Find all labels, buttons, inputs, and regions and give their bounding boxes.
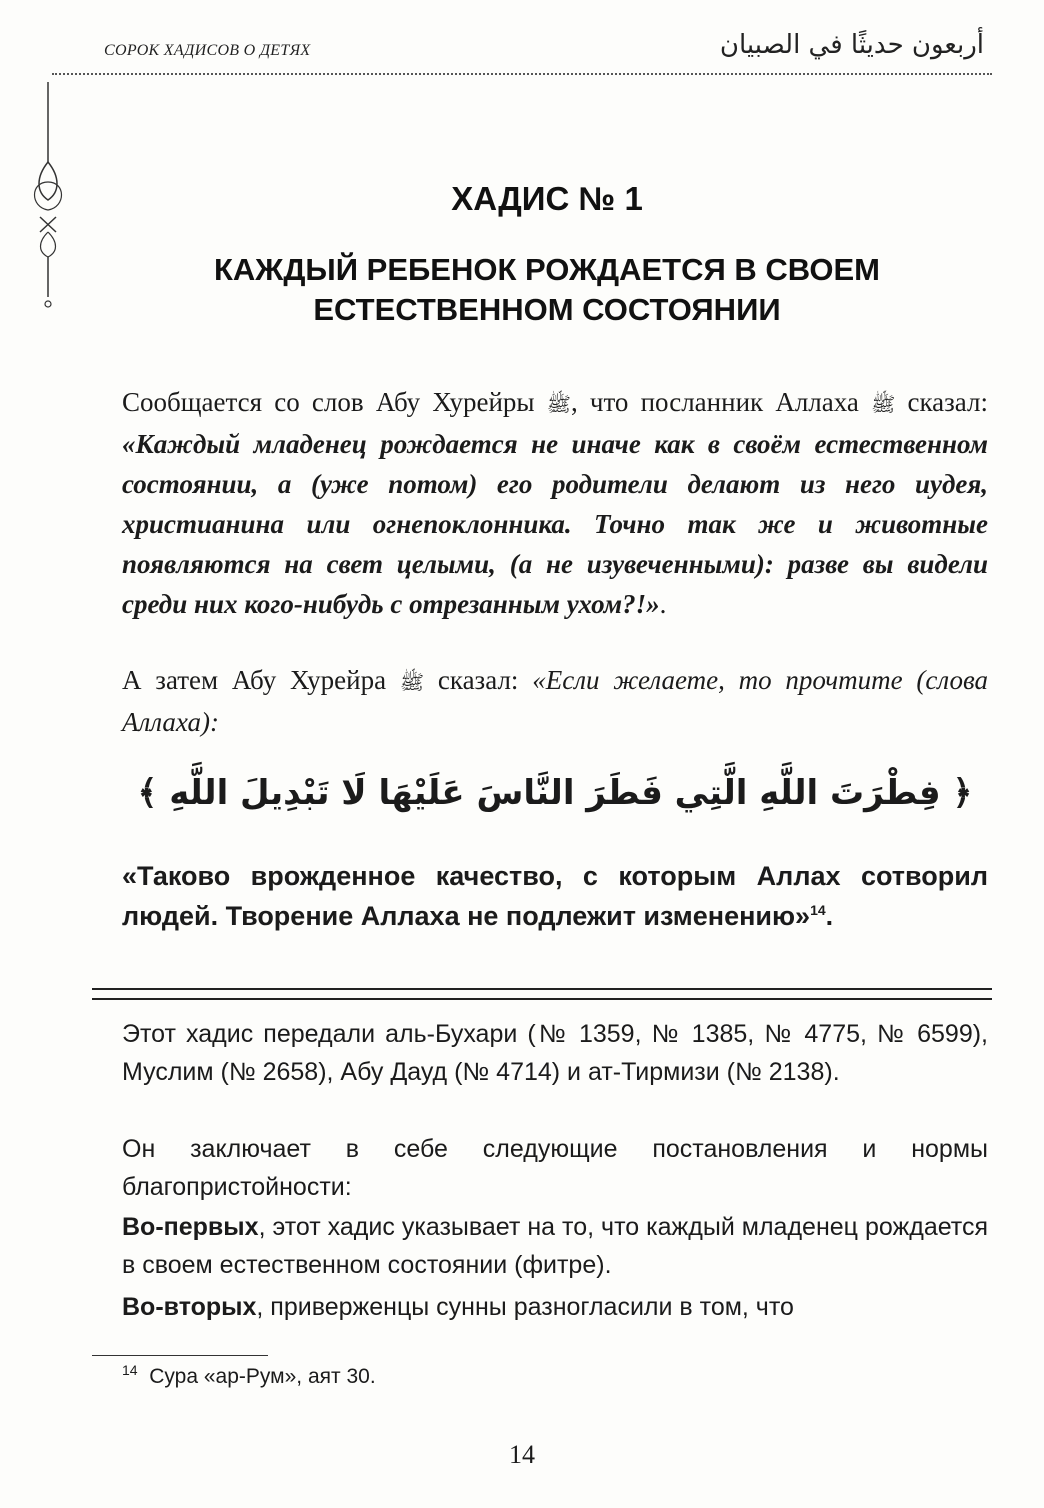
text-segment: , приверженцы сунны разногласили в том, что: [256, 1293, 794, 1321]
hadith-quote: «Каждый младенец рождается не иначе как в своём естественном состоянии, а (уже потом) его родители делают из него иудея, христианина или огнепоклонника. Точно так же и животные появляются на свет целыми, (а не изувеченными): разве вы видели среди них кого-нибудь с отрезанным ухом?!»: [122, 429, 988, 619]
footnote: [122, 1362, 376, 1389]
double-divider: [92, 988, 992, 1000]
footnote-ref: 14: [810, 902, 826, 918]
text-segment: , что посланник Аллаха: [570, 387, 872, 417]
footnote-number: 14: [122, 1362, 138, 1378]
running-header-left: СОРОК ХАДИСОВ О ДЕТЯХ: [104, 42, 311, 59]
body-paragraph-3: [122, 1208, 988, 1284]
body-paragraph-2: Он заключает в себе следующие постановления и нормы благопристойности:: [122, 1135, 988, 1201]
honorific-icon: ﷺ: [399, 670, 425, 694]
arabic-verse: ﴿ فِطْرَتَ اللَّهِ الَّتِي فَطَرَ النَّاسَ عَلَيْهَا لَا تَبْدِيلَ اللَّهِ ﴾: [137, 773, 973, 813]
body-paragraph-1: Этот хадис передали аль-Бухари (№ 1359, № 1385, № 4775, № 6599), Муслим (№ 2658), Абу Дауд (№ 4714) и ат-Тирмизи (№ 2138).: [122, 1020, 988, 1086]
footnote-rule: [92, 1355, 268, 1356]
hadith-heading: КАЖДЫЙ РЕБЕНОК РОЖДАЕТСЯ В СВОЕМ ЕСТЕСТВЕННОМ СОСТОЯНИИ: [214, 252, 880, 327]
floral-ornament-icon: [28, 82, 68, 312]
translation-text: «Таково врожденное качество, с которым Аллах сотворил людей. Творение Аллаха не подлежит изменению»: [122, 861, 988, 931]
text-segment: А затем Абу Хурейра: [122, 665, 400, 695]
running-header-right: أربعون حديثًا في الصبيان: [719, 30, 984, 60]
quote-intro: «Если желаете, то прочтите (слова Аллаха):: [122, 665, 988, 737]
bold-lead: Во-вторых: [122, 1293, 257, 1321]
text-segment: Сообщается со слов Абу Хурейры: [122, 387, 547, 417]
footnote-text: Сура «ар-Рум», аят 30.: [149, 1365, 376, 1388]
honorific-icon: ﷺ: [871, 392, 896, 416]
text-segment: сказал:: [424, 665, 533, 695]
text-segment: .: [659, 589, 667, 619]
text-segment: .: [825, 901, 834, 931]
verse-translation: [122, 856, 988, 936]
honorific-icon: ﷺ: [546, 392, 571, 416]
text-segment: сказал:: [895, 387, 989, 417]
hadith-number-title: ХАДИС № 1: [451, 180, 643, 217]
bold-lead: Во-первых: [122, 1213, 259, 1241]
header-dotted-rule: [52, 73, 992, 75]
body-paragraph-4: [122, 1288, 988, 1326]
hadith-paragraph: [122, 382, 988, 624]
text-segment: , этот хадис указывает на то, что каждый младенец рождается в своем естественном состоянии (фитре).: [122, 1213, 988, 1279]
abu-hurayra-paragraph: [122, 660, 988, 742]
page-number: 14: [509, 1440, 535, 1469]
